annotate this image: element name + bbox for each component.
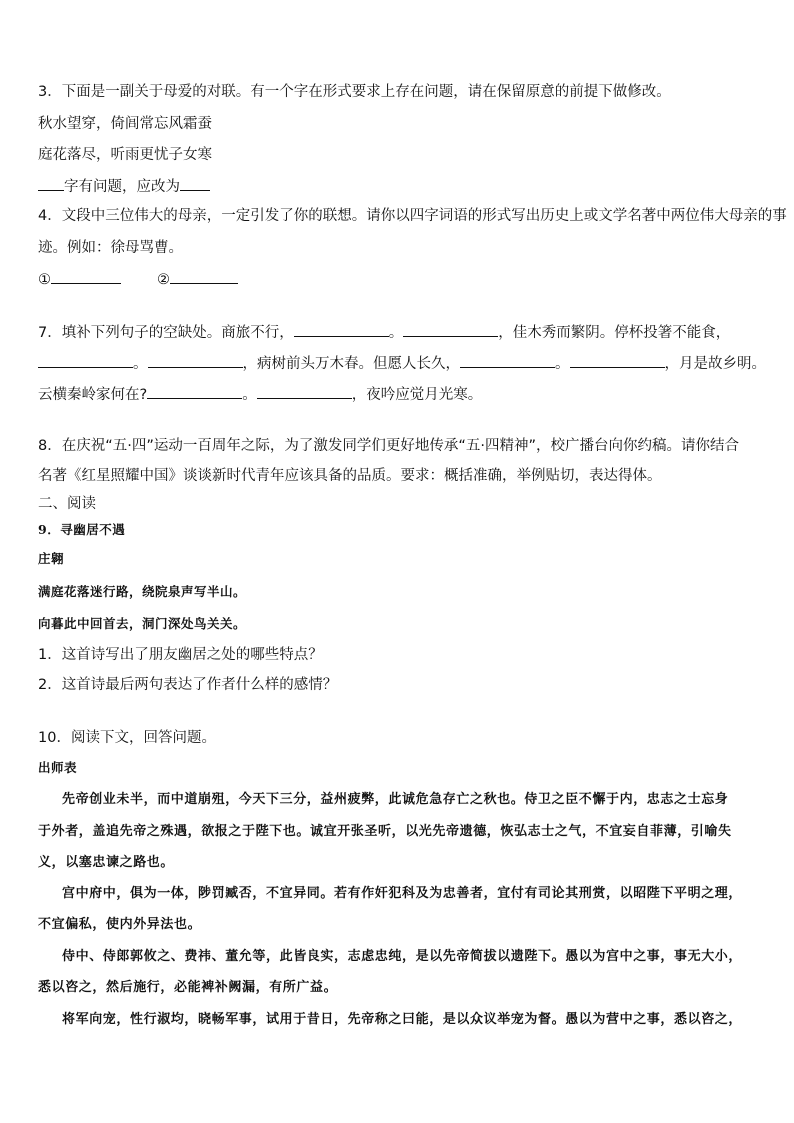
answer-blank[interactable]	[460, 353, 555, 368]
q7-line-3	[38, 384, 774, 405]
answer-blank[interactable]	[38, 353, 133, 368]
poem-author: 庄翱	[38, 551, 65, 566]
q9-subquestion-1: 1．这首诗写出了朋友幽居之处的哪些特点？	[38, 647, 323, 663]
answer-blank[interactable]	[570, 353, 665, 368]
q4-prompt-line-2: 迹。例如：徐母骂曹。	[38, 240, 183, 256]
poem-verse-1: 满庭花落迷行路，绕院泉声写半山。	[38, 584, 247, 599]
q7-text: ，病树前头万木春。但愿人长久，	[242, 356, 460, 372]
section-heading: 二、阅读	[38, 496, 96, 512]
passage-line: 宫中府中，俱为一体，陟罚臧否，不宜异同。若有作奸犯科及为忠善者，宜付有司论其刑赏，以昭陛下平明之理，	[62, 886, 743, 901]
answer-blank[interactable]	[403, 322, 498, 337]
q7-line-1	[38, 322, 774, 343]
q7-text: 7．填补下列句子的空缺处。商旅不行，	[38, 325, 294, 341]
answer-blank[interactable]	[147, 384, 242, 399]
q7-line-2	[38, 353, 774, 374]
q9-subquestion-2: 2．这首诗最后两句表达了作者什么样的感情？	[38, 677, 338, 693]
circle-one-mark: ①	[38, 272, 51, 288]
answer-blank[interactable]	[180, 176, 210, 191]
q4-answer-line	[38, 269, 774, 290]
q7-text: ，月是故乡明。	[664, 356, 766, 372]
passage-title: 出师表	[38, 760, 78, 775]
couplet-line-2: 庭花落尽，听雨更忧子女寒	[38, 147, 212, 163]
passage-line: 先帝创业未半，而中道崩殂，今天下三分，益州疲弊，此诚危急存亡之秋也。侍卫之臣不懈于内，忠志之士忘身	[62, 792, 729, 807]
passage-line: 将军向宠，性行淑均，晓畅军事，试用于昔日，先帝称之曰能，是以众议举宠为督。愚以为营中之事，悉以咨之，	[62, 1012, 743, 1027]
answer-blank[interactable]	[294, 322, 389, 337]
q3-answer-text: 字有问题，应改为	[64, 179, 180, 195]
q9-title: 9．寻幽居不遇	[38, 522, 126, 537]
q7-text: 。	[555, 356, 570, 372]
q3-answer-line	[38, 176, 774, 197]
passage-line: 侍中、侍郎郭攸之、费祎、董允等，此皆良实，志虑忠纯，是以先帝简拔以遗陛下。愚以为宫中之事，事无大小，	[62, 949, 743, 964]
passage-line: 义，以塞忠谏之路也。	[38, 855, 175, 870]
q7-text: 。	[242, 387, 257, 403]
passage-line: 于外者，盖追先帝之殊遇，欲报之于陛下也。诚宜开张圣听，以光先帝遗德，恢弘志士之气，不宜妄自菲薄，引喻失	[38, 824, 732, 839]
q7-text: ，佳木秀而繁阴。停杯投箸不能食，	[498, 325, 731, 341]
passage-line: 悉以咨之，然后施行，必能裨补阙漏，有所广益。	[38, 980, 338, 995]
poem-verse-2: 向暮此中回首去，洞门深处鸟关关。	[38, 616, 247, 631]
answer-blank[interactable]	[170, 269, 238, 284]
q7-text: 。	[133, 356, 148, 372]
q7-text: ，夜吟应觉月光寒。	[351, 387, 483, 403]
q7-text: 。	[388, 325, 404, 341]
passage-line: 不宜偏私，使内外异法也。	[38, 917, 202, 932]
answer-blank[interactable]	[38, 176, 64, 191]
q7-text: 云横秦岭家何在?	[38, 387, 148, 403]
q4-prompt-line-1: 4．文段中三位伟大的母亲，一定引发了你的联想。请你以四字词语的形式写出历史上或文学名著中两位伟大母亲的事	[38, 208, 787, 224]
q8-line-1: 8．在庆祝“五·四”运动一百周年之际，为了激发同学们更好地传承“五·四精神”，校广播台向你约稿。请你结合	[38, 438, 739, 454]
couplet-line-1: 秋水望穿，倚闾常忘风霜蚕	[38, 116, 212, 132]
q10-prompt: 10．阅读下文，回答问题。	[38, 730, 216, 746]
q8-line-2: 名著《红星照耀中国》谈谈新时代青年应该具备的品质。要求：概括准确，举例贴切，表达得体。	[38, 468, 662, 484]
q3-prompt: 3．下面是一副关于母爱的对联。有一个字在形式要求上存在问题，请在保留原意的前提下做修改。	[38, 84, 671, 100]
answer-blank[interactable]	[148, 353, 243, 368]
answer-blank[interactable]	[257, 384, 352, 399]
circle-two-mark: ②	[157, 272, 170, 288]
answer-blank[interactable]	[51, 269, 121, 284]
